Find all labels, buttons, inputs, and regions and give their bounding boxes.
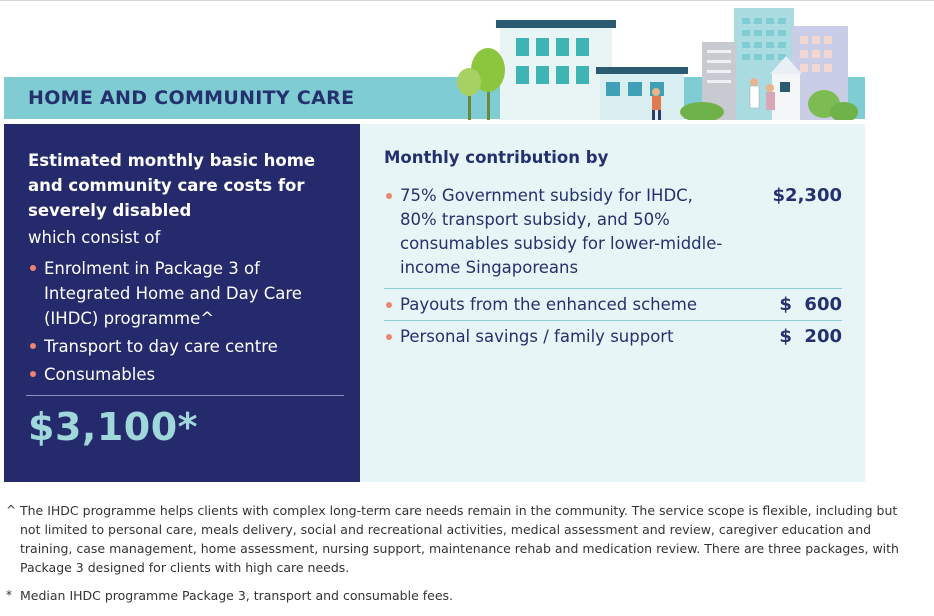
- list-item: Enrolment in Package 3 of Integrated Home and Day Care (IHDC) programme^: [28, 256, 348, 331]
- cost-heading: Estimated monthly basic home and community care costs for severely disabled: [28, 151, 316, 220]
- cost-subheading: which consist of: [28, 228, 161, 247]
- cost-panel: [4, 124, 360, 482]
- contribution-amount: $ 600: [779, 294, 842, 315]
- list-item: Transport to day care centre: [28, 334, 348, 359]
- contribution-row: [384, 184, 842, 288]
- row-divider: [384, 288, 842, 289]
- contribution-text: Personal savings / family support: [400, 327, 674, 346]
- bullet-dot-icon: [30, 371, 36, 377]
- contribution-amount: $ 200: [779, 326, 842, 347]
- contribution-row: [384, 293, 842, 319]
- contribution-text: 75% Government subsidy for IHDC, 80% transport subsidy, and 50% consumables subsidy for lower-middle-income Singaporeans: [400, 186, 723, 277]
- bullet-dot-icon: [386, 302, 392, 308]
- row-divider: [384, 320, 842, 321]
- footnote-text: Median IHDC programme Package 3, transport and consumable fees.: [20, 588, 454, 603]
- city-illustration-icon: [452, 4, 862, 120]
- cost-items-list: [28, 256, 348, 390]
- footnote-mark: ^: [6, 503, 17, 517]
- contribution-amount: $2,300: [772, 185, 842, 206]
- contribution-row: [384, 325, 842, 351]
- total-cost: $3,100*: [28, 405, 199, 449]
- bullet-dot-icon: [386, 193, 392, 199]
- bullet-dot-icon: [386, 334, 392, 340]
- section-title: HOME AND COMMUNITY CARE: [28, 87, 355, 109]
- footnote-mark: *: [6, 588, 12, 602]
- bullet-dot-icon: [30, 265, 36, 271]
- total-divider: [26, 395, 344, 396]
- footnote-text: The IHDC programme helps clients with complex long-term care needs remain in the community. The service scope is flexible, including but not limited to personal care, meals delivery, social and recreational activities, medical assessment and review, caregiver education and training, case management, home assessment, nursing support, maintenance rehab and medication review. There are three packages, with Package 3 designed for clients with high care needs.: [20, 503, 899, 575]
- top-divider: [0, 0, 934, 1]
- contribution-panel: [360, 124, 865, 482]
- contribution-text: Payouts from the enhanced scheme: [400, 295, 697, 314]
- bullet-dot-icon: [30, 343, 36, 349]
- contribution-title: Monthly contribution by: [384, 148, 609, 167]
- list-item: Consumables: [28, 362, 348, 387]
